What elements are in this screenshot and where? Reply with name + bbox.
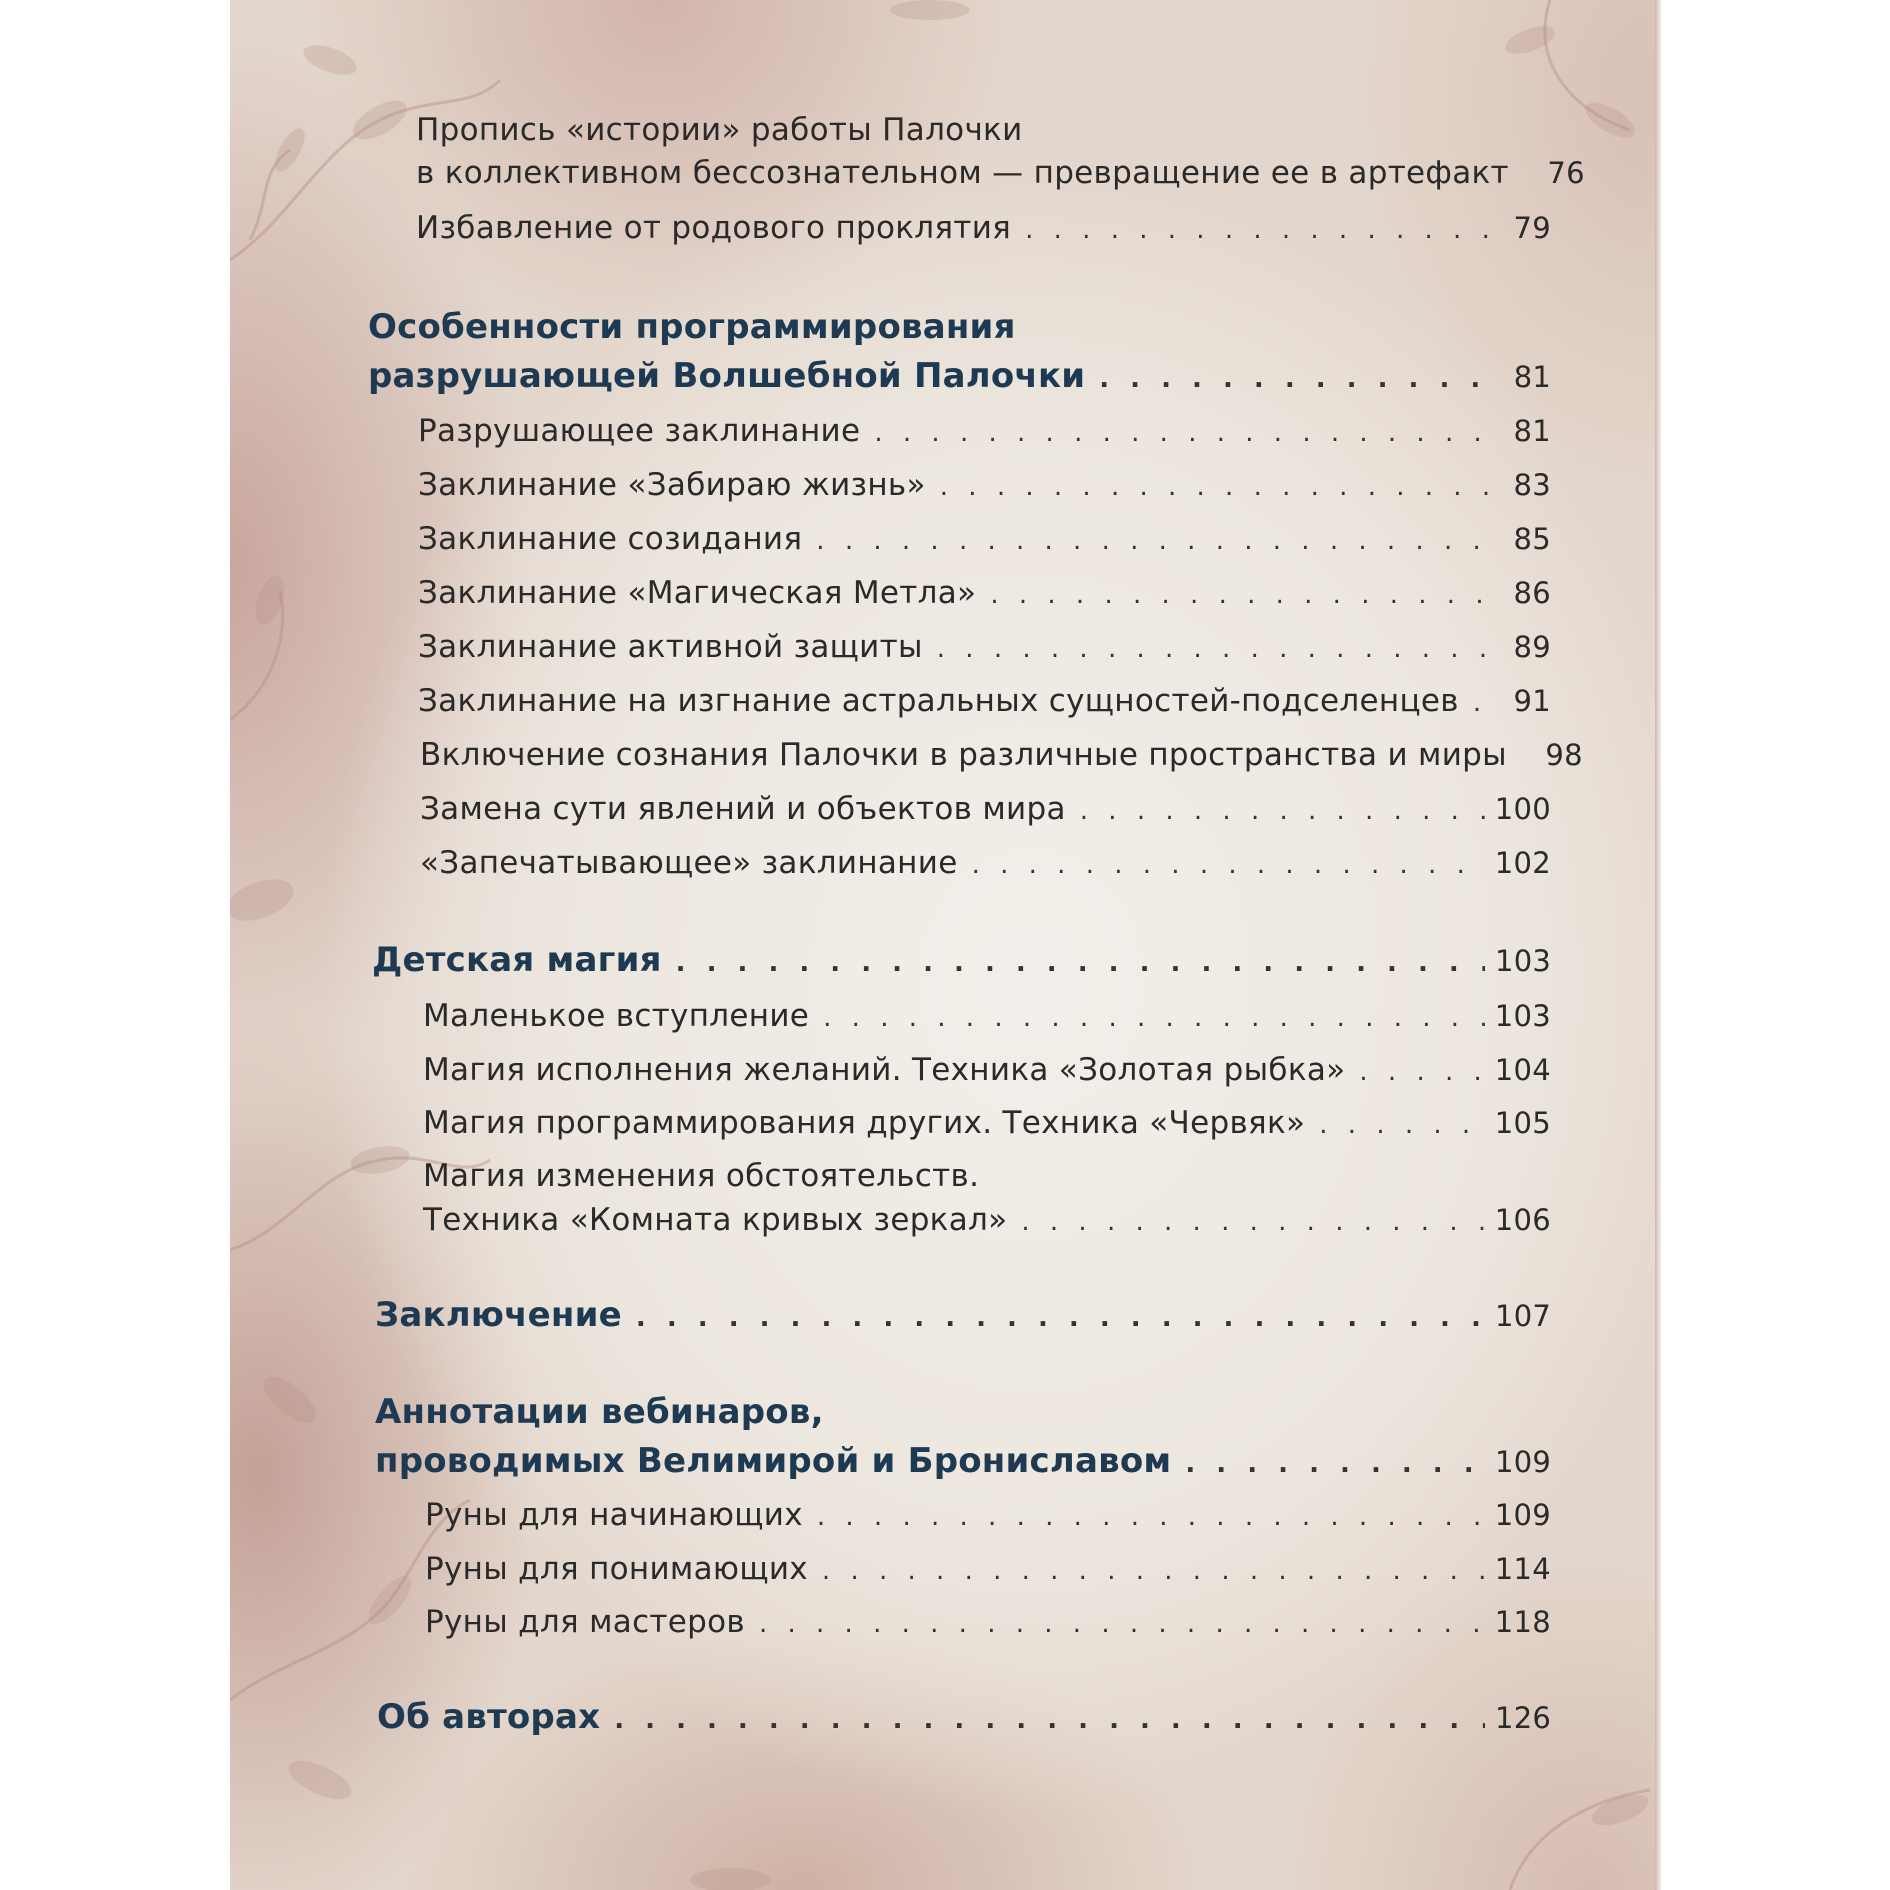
toc-page-number: 109 [1495, 1445, 1551, 1479]
toc-page-number: 79 [1513, 211, 1551, 245]
toc-entry-title: Разрушающее заклинание [418, 413, 861, 449]
toc-page-number: 86 [1513, 576, 1551, 610]
toc-entry[interactable] [423, 998, 1551, 1034]
toc-section-title: Об авторах [377, 1697, 601, 1737]
toc-entry-title: «Запечатывающее» заклинание [420, 845, 958, 881]
toc-entry[interactable] [423, 1202, 1551, 1238]
dot-leader [1080, 796, 1485, 826]
toc-entry[interactable] [418, 521, 1551, 557]
toc-page-number: 107 [1495, 1299, 1551, 1333]
toc-page-number: 85 [1513, 522, 1551, 556]
toc-section-line1: Особенности программирования [368, 307, 1016, 347]
toc-page-number: 81 [1513, 414, 1551, 448]
toc-entry[interactable] [418, 629, 1551, 665]
dot-leader [823, 1003, 1485, 1033]
toc-entry-title: Замена сути явлений и объектов мира [420, 791, 1066, 827]
toc-page-number: 89 [1513, 630, 1551, 664]
dot-leader [817, 1502, 1485, 1532]
toc-entry-title: Избавление от родового проклятия [416, 210, 1012, 246]
toc-page-number: 109 [1494, 1498, 1551, 1532]
toc-entry[interactable] [418, 575, 1551, 611]
toc-page-number: 114 [1494, 1552, 1551, 1586]
toc-page-number: 103 [1495, 944, 1551, 978]
dot-leader [1021, 1207, 1484, 1237]
toc-page-number: 91 [1513, 684, 1551, 718]
dot-leader [636, 1303, 1485, 1333]
dot-leader [614, 1705, 1485, 1735]
toc-section[interactable] [377, 1697, 1551, 1737]
dot-leader [759, 1609, 1485, 1639]
toc-entry-title: Руны для мастеров [425, 1604, 745, 1640]
dot-leader [1025, 215, 1489, 245]
toc-section[interactable] [375, 1295, 1551, 1335]
toc-entry[interactable] [416, 210, 1551, 246]
toc-entry[interactable] [420, 791, 1551, 827]
dot-leader [1319, 1110, 1484, 1140]
toc-section-title: проводимых Велимирой и Брониславом [375, 1441, 1172, 1481]
toc-page-number: 98 [1545, 738, 1583, 772]
toc-entry-title: Руны для понимающих [425, 1551, 808, 1587]
dot-leader [972, 850, 1485, 880]
dot-leader [822, 1556, 1485, 1586]
toc-page-number: 105 [1494, 1106, 1551, 1140]
dot-leader [1185, 1449, 1485, 1479]
toc-entry[interactable] [420, 845, 1551, 881]
toc-entry-title: Магия программирования других. Техника «Червяк» [423, 1105, 1306, 1141]
dot-leader [874, 418, 1489, 448]
toc-entry-title: Заклинание активной защиты [418, 629, 923, 665]
toc-section-line1: Аннотации вебинаров, [375, 1392, 824, 1432]
toc-section[interactable] [375, 1441, 1551, 1481]
toc-entry-title: Руны для начинающих [425, 1497, 803, 1533]
toc-page-number: 106 [1494, 1203, 1551, 1237]
toc-entry-title: Заклинание на изгнание астральных сущностей-подселенцев [418, 683, 1459, 719]
toc-entry[interactable] [416, 155, 1585, 191]
dot-leader [1473, 688, 1489, 718]
toc-entry-title: Заклинание созидания [418, 521, 803, 557]
toc-entry-title: в коллективном бессознательном — превращение ее в артефакт [416, 155, 1509, 191]
toc-entry[interactable] [418, 467, 1551, 503]
toc-entry[interactable] [425, 1497, 1551, 1533]
dot-leader [816, 526, 1489, 556]
toc-page-number: 81 [1513, 360, 1551, 394]
toc-entry-title: Заклинание «Забираю жизнь» [418, 467, 926, 503]
toc-section-title: Детская магия [372, 940, 662, 980]
dot-leader [676, 948, 1485, 978]
toc-entry-title: Заклинание «Магическая Метла» [418, 575, 977, 611]
dot-leader [1099, 364, 1489, 394]
toc-page-number: 126 [1495, 1701, 1551, 1735]
toc-section-title: Заключение [375, 1295, 622, 1335]
dot-leader [1359, 1057, 1484, 1087]
toc-entry[interactable] [425, 1551, 1551, 1587]
toc-entry-line1: Магия изменения обстоятельств. [423, 1158, 980, 1194]
toc-page-number: 83 [1513, 468, 1551, 502]
toc-entry[interactable] [420, 737, 1583, 773]
toc-page-number: 104 [1494, 1053, 1551, 1087]
toc-entry-title: Магия исполнения желаний. Техника «Золотая рыбка» [423, 1052, 1346, 1088]
toc-page-number: 103 [1494, 999, 1551, 1033]
toc-entry[interactable] [423, 1105, 1551, 1141]
toc-entry[interactable] [425, 1604, 1551, 1640]
toc-section[interactable] [372, 940, 1551, 980]
dot-leader [990, 580, 1489, 610]
toc-entry[interactable] [418, 683, 1551, 719]
toc-entry[interactable] [423, 1052, 1551, 1088]
toc-section-title: разрушающей Волшебной Палочки [368, 356, 1086, 396]
toc-entry-title: Маленькое вступление [423, 998, 810, 1034]
toc-entry[interactable] [418, 413, 1551, 449]
toc-page-number: 100 [1494, 792, 1551, 826]
toc-entry-title: Включение сознания Палочки в различные пространства и миры [420, 737, 1507, 773]
toc-page-number: 102 [1494, 846, 1551, 880]
toc-entry-line1: Пропись «истории» работы Палочки [416, 112, 1023, 148]
toc-page-number: 118 [1494, 1605, 1551, 1639]
dot-leader [937, 634, 1489, 664]
dot-leader [940, 472, 1489, 502]
toc-page-number: 76 [1547, 156, 1585, 190]
toc-entry-title: Техника «Комната кривых зеркал» [423, 1202, 1008, 1238]
toc-section[interactable] [368, 356, 1551, 396]
